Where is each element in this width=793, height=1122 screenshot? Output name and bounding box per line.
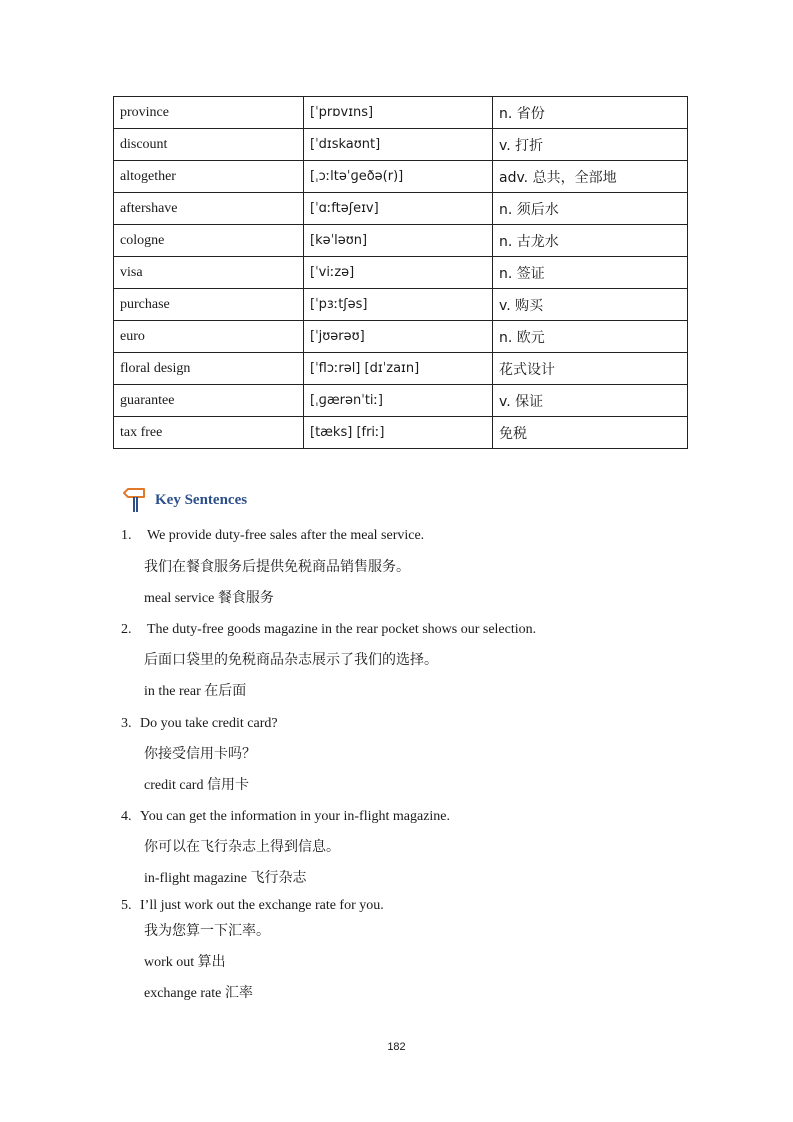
ipa-cell: [ˈviːzə] <box>304 257 493 289</box>
table-row <box>114 417 688 449</box>
word-cell: aftershave <box>114 193 304 225</box>
sentence-1-chinese: 我们在餐食服务后提供免税商品销售服务。 <box>144 559 410 575</box>
word-cell: discount <box>114 129 304 161</box>
sentence-english: I’ll just work out the exchange rate for you. <box>140 898 384 913</box>
signpost-icon <box>121 486 149 514</box>
word-cell: altogether <box>114 161 304 193</box>
ipa-cell: [tæks] [friː] <box>304 417 493 449</box>
sentence-5-chinese: 我为您算一下汇率。 <box>144 923 270 939</box>
meaning-cell: 免税 <box>493 417 688 449</box>
meaning-cell: v. 保证 <box>493 385 688 417</box>
word-cell: purchase <box>114 289 304 321</box>
meaning-cell: v. 打折 <box>493 129 688 161</box>
sentence-number: 2. <box>121 622 132 637</box>
page-number: 182 <box>387 1041 406 1053</box>
word-cell: cologne <box>114 225 304 257</box>
sentence-number: 4. <box>121 809 132 824</box>
meaning-cell: 花式设计 <box>493 353 688 385</box>
sentence-number: 5. <box>121 898 132 913</box>
sentence-5-phrase <box>144 953 226 973</box>
table-row <box>114 257 688 289</box>
phrase-text: credit card 信用卡 <box>144 778 249 793</box>
sentence-2 <box>121 620 721 640</box>
word-cell: visa <box>114 257 304 289</box>
table-row <box>114 385 688 417</box>
meaning-cell: n. 须后水 <box>493 193 688 225</box>
ipa-cell: [ˈɑːftəʃeɪv] <box>304 193 493 225</box>
meaning-cell: n. 古龙水 <box>493 225 688 257</box>
ipa-cell: [ˈprɒvɪns] <box>304 97 493 129</box>
word-cell: tax free <box>114 417 304 449</box>
ipa-cell: [ˈpɜːtʃəs] <box>304 289 493 321</box>
table-row <box>114 161 688 193</box>
sentence-english: You can get the information in your in-flight magazine. <box>140 809 451 824</box>
phrase-text: in-flight magazine 飞行杂志 <box>144 871 307 886</box>
word-cell: floral design <box>114 353 304 385</box>
phrase-text: exchange rate 汇率 <box>144 986 253 1001</box>
phrase-text: meal service 餐食服务 <box>144 591 274 606</box>
key-sentences-heading <box>121 486 247 514</box>
vocabulary-table <box>113 96 688 449</box>
ipa-cell: [ˌɔːltəˈɡeðə(r)] <box>304 161 493 193</box>
sentence-4-phrase <box>144 869 307 889</box>
key-sentences-title: Key Sentences <box>155 491 248 508</box>
ipa-cell: [ˈdɪskaʊnt] <box>304 129 493 161</box>
table-row <box>114 97 688 129</box>
sentence-number: 1. <box>121 528 132 543</box>
sentence-3-chinese: 你接受信用卡吗？ <box>144 746 256 762</box>
meaning-cell: n. 欧元 <box>493 321 688 353</box>
sentence-5-phrase <box>144 984 253 1004</box>
table-row <box>114 289 688 321</box>
ipa-cell: [kəˈləʊn] <box>304 225 493 257</box>
sentence-5 <box>121 896 721 916</box>
sentence-4 <box>121 807 721 827</box>
ipa-cell: [ˈjʊərəʊ] <box>304 321 493 353</box>
ipa-cell: [ˈflɔːrəl] [dɪˈzaɪn] <box>304 353 493 385</box>
sentence-2-chinese: 后面口袋里的免税商品杂志展示了我们的选择。 <box>144 652 438 668</box>
sentence-1-phrase <box>144 589 274 609</box>
table-row <box>114 321 688 353</box>
sentence-english: We provide duty-free sales after the meal service. <box>147 528 425 543</box>
table-row <box>114 129 688 161</box>
sentence-4-chinese: 你可以在飞行杂志上得到信息。 <box>144 839 340 855</box>
sentence-number: 3. <box>121 716 132 731</box>
ipa-cell: [ˌɡærənˈtiː] <box>304 385 493 417</box>
word-cell: guarantee <box>114 385 304 417</box>
word-cell: province <box>114 97 304 129</box>
phrase-text: in the rear 在后面 <box>144 684 247 699</box>
sentence-1 <box>121 526 721 546</box>
sentence-3 <box>121 714 721 734</box>
meaning-cell: adv. 总共，全部地 <box>493 161 688 193</box>
table-row <box>114 193 688 225</box>
word-cell: euro <box>114 321 304 353</box>
meaning-cell: n. 签证 <box>493 257 688 289</box>
meaning-cell: n. 省份 <box>493 97 688 129</box>
sentence-3-phrase <box>144 776 249 796</box>
table-row <box>114 225 688 257</box>
sentence-english: The duty-free goods magazine in the rear pocket shows our selection. <box>147 622 537 637</box>
meaning-cell: v. 购买 <box>493 289 688 321</box>
table-row <box>114 353 688 385</box>
phrase-text: work out 算出 <box>144 955 226 970</box>
sentence-english: Do you take credit card? <box>140 716 278 731</box>
sentence-2-phrase <box>144 682 246 702</box>
